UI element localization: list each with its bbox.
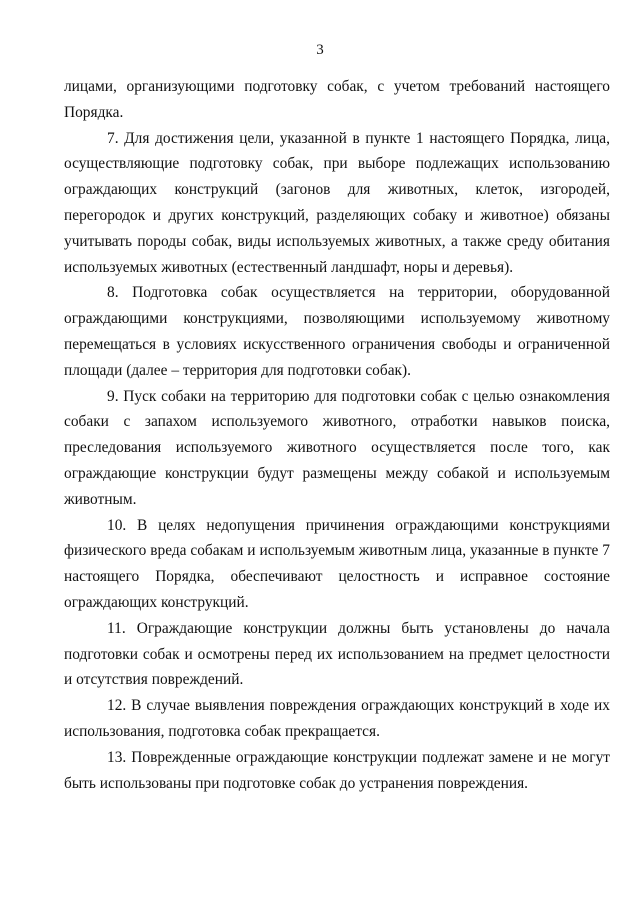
page-number: 3: [316, 42, 324, 58]
document-body: [64, 74, 610, 796]
paragraph-item-9: 9. Пуск собаки на территорию для подготовки собак с целью ознакомления собаки с запахом используемого животного, отработки навыков поиска, преследования используемого животного осуществляется после того, как ограждающие конструкции будут размещены между собакой и используемым животным.: [64, 387, 610, 508]
paragraph-item-7: 7. Для достижения цели, указанной в пункте 1 настоящего Порядка, лица, осуществляющие подготовку собак, при выборе подлежащих использованию ограждающих конструкций (загонов для животных, клеток, изгородей, перегородок и других конструкций, разделяющих собаку и животное) обязаны учитывать породы собак, виды используемых животных, а также среду обитания используемых животных (естественный ландшафт, норы и деревья).: [64, 129, 610, 276]
paragraph-item-10: 10. В целях недопущения причинения ограждающими конструкциями физического вреда собакам и используемым животным лица, указанные в пункте 7 настоящего Порядка, обеспечивают целостность и исправное состояние ограждающих конструкций.: [64, 516, 610, 611]
paragraph-item-13: 13. Поврежденные ограждающие конструкции подлежат замене и не могут быть использованы при подготовке собак до устранения повреждения.: [64, 748, 610, 792]
paragraph-continuation: лицами, организующими подготовку собак, с учетом требований настоящего Порядка.: [64, 78, 610, 121]
paragraph-item-11: 11. Ограждающие конструкции должны быть установлены до начала подготовки собак и осмотрены перед их использованием на предмет целостности и отсутствия повреждений.: [64, 619, 610, 689]
paragraph-item-12: 12. В случае выявления повреждения ограждающих конструкций в ходе их использования, подготовка собак прекращается.: [64, 697, 610, 740]
paragraph-item-8: 8. Подготовка собак осуществляется на территории, оборудованной ограждающими конструкциями, позволяющими используемому животному перемещаться в условиях искусственного ограничения свободы и ограниченной площади (далее – территория для подготовки собак).: [64, 284, 610, 379]
